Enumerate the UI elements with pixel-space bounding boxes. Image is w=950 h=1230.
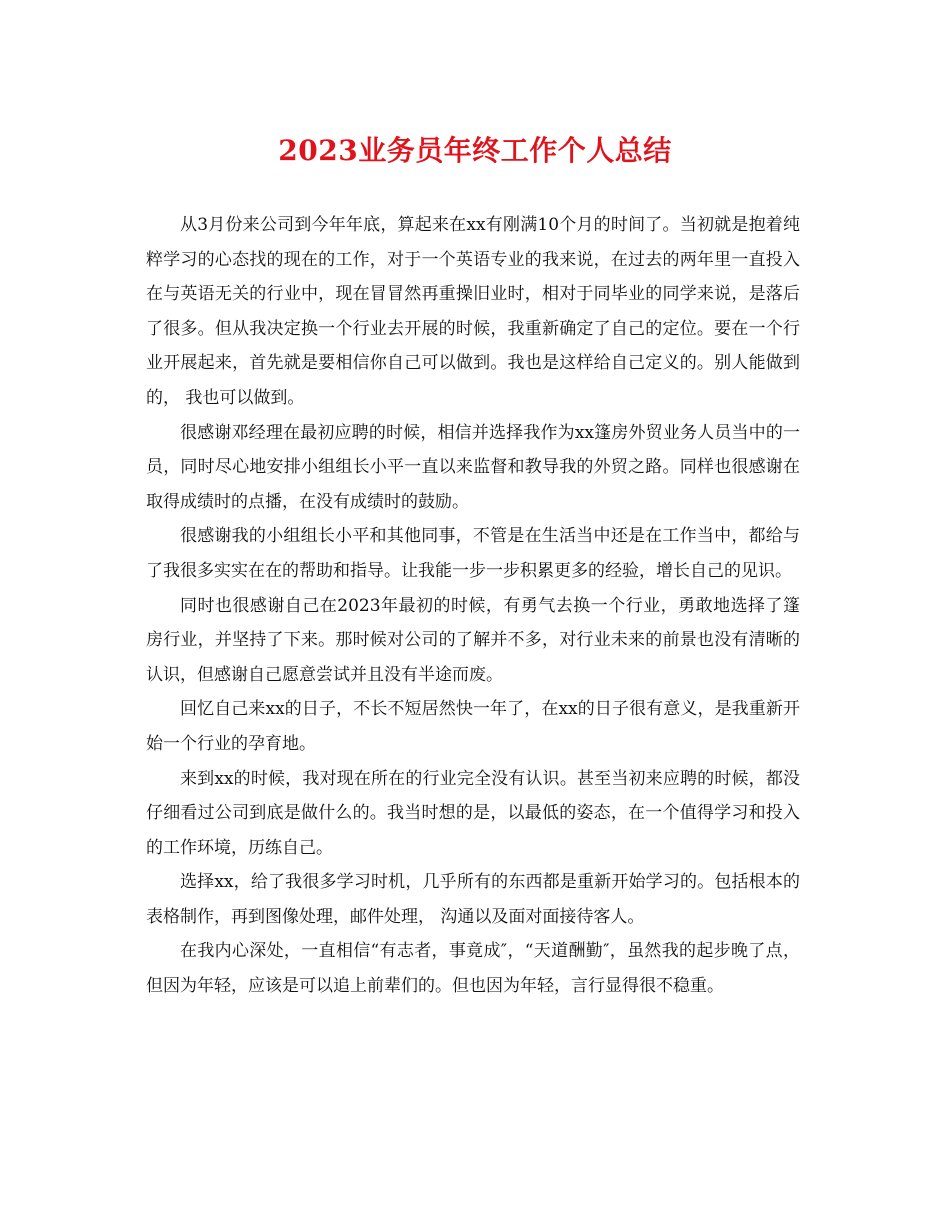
paragraph-6: 来到xx的时候，我对现在所在的行业完全没有认识。甚至当初来应聘的时候，都没仔细看过公司到底是做什么的。我当时想的是，以最低的姿态，在一个值得学习和投入的工作环境，历练自己。: [146, 768, 800, 858]
paragraph-3: 很感谢我的小组组长小平和其他同事，不管是在生活当中还是在工作当中，都给与了我很多实实在在的帮助和指导。让我能一步一步积累更多的经验，增长自己的见识。: [146, 526, 800, 581]
paragraph-8: 在我内心深处，一直相信“有志者，事竟成″，“天道酬勤″，虽然我的起步晚了点，但因为年轻，应该是可以追上前辈们的。但也因为年轻，言行显得很不稳重。: [146, 941, 800, 997]
paragraph-7: 选择xx，给了我很多学习时机，几乎所有的东西都是重新开始学习的。包括根本的表格制作，再到图像处理，邮件处理， 沟通以及面对面接待客人。: [146, 872, 800, 927]
paragraph-4: 同时也很感谢自己在2023年最初的时候，有勇气去换一个行业，勇敢地选择了篷房行业，并坚持了下来。那时候对公司的了解并不多，对行业未来的前景也没有清晰的认识，但感谢自己愿意尝试并且没有半途而废。: [146, 595, 800, 685]
document-title: 2023业务员年终工作个人总结: [278, 134, 672, 167]
document-body: [146, 208, 800, 1004]
paragraph-1: 从3月份来公司到今年年底，算起来在xx有刚满10个月的时间了。当初就是抱着纯粹学习的心态找的现在的工作，对于一个英语专业的我来说，在过去的两年里一直投入在与英语无关的行业中，现在冒冒然再重操旧业时，相对于同毕业的同学来说，是落后了很多。但从我决定换一个行业去开展的时候，我重新确定了自己的定位。要在一个行业开展起来，首先就是要相信你自己可以做到。我也是这样给自己定义的。别人能做到的， 我也可以做到。: [146, 215, 800, 408]
paragraph-5: 回忆自己来xx的日子，不长不短居然快一年了，在xx的日子很有意义，是我重新开始一个行业的孕育地。: [146, 699, 800, 754]
paragraph-2: 很感谢邓经理在最初应聘的时候，相信并选择我作为xx篷房外贸业务人员当中的一员，同时尽心地安排小组组长小平一直以来监督和教导我的外贸之路。同样也很感谢在取得成绩时的点播，在没有成绩时的鼓励。: [146, 422, 800, 512]
